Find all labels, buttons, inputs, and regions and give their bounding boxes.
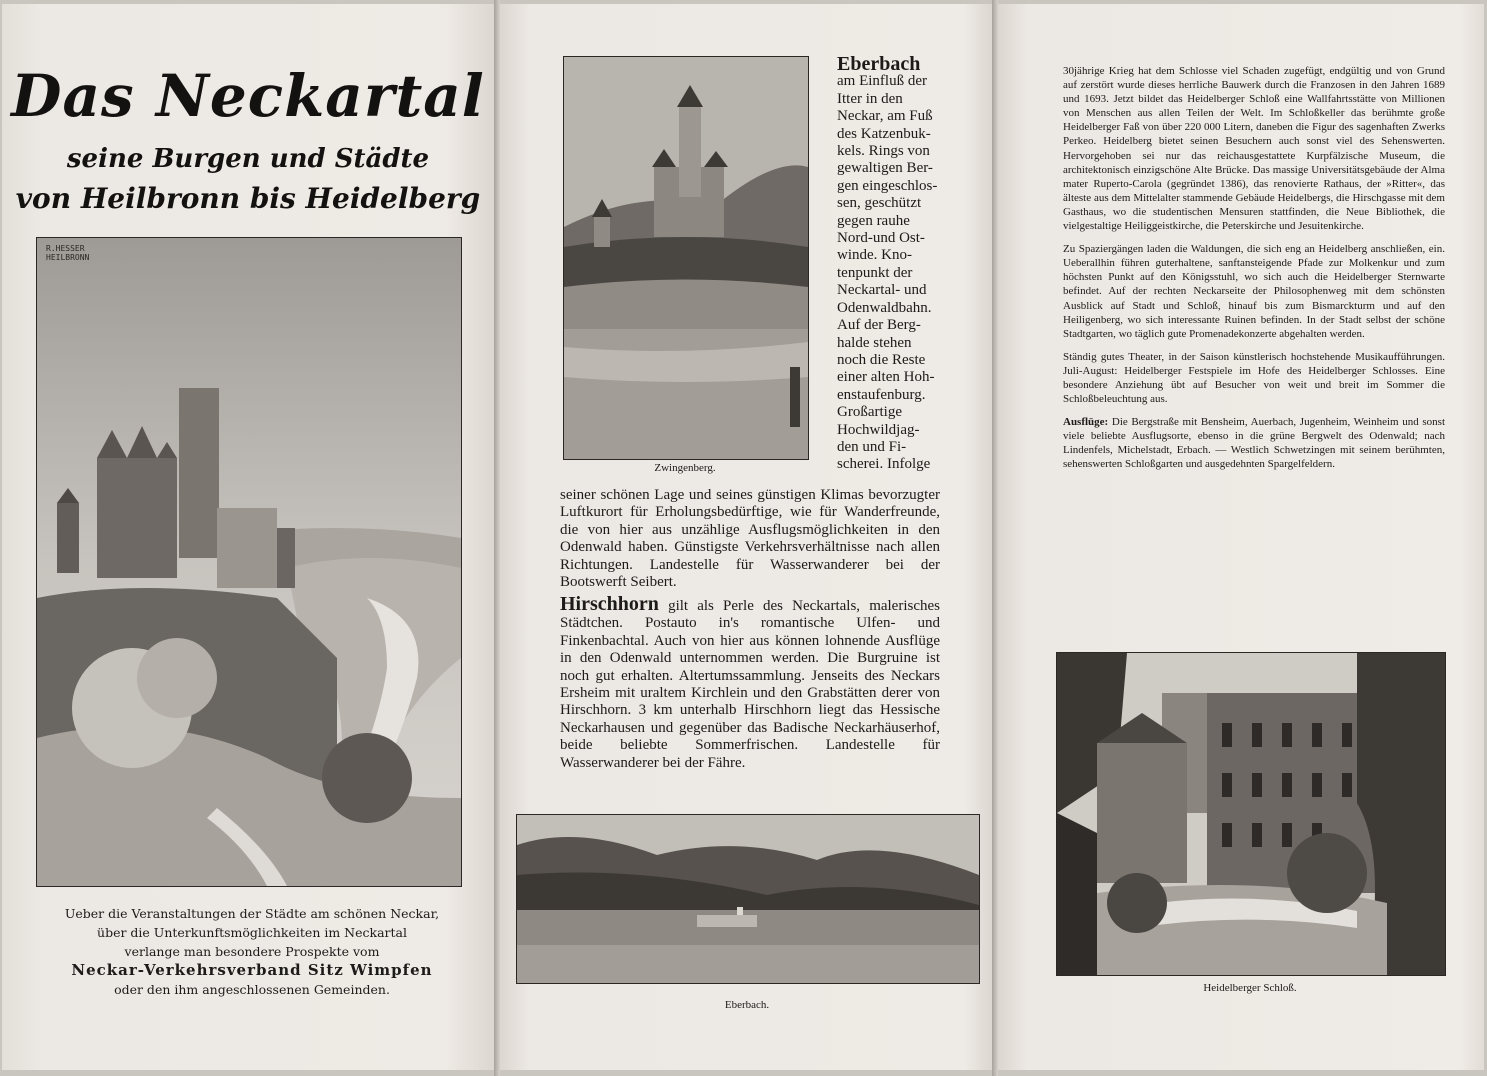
caption-line: über die Unterkunftsmöglichkeiten im Neckartal — [97, 925, 407, 940]
brochure-title: Das Neckartal — [11, 62, 485, 130]
eberbach-line: Großartige — [837, 404, 902, 421]
heidelberg-paragraph-walks: Zu Spaziergängen laden die Waldungen, die sich eng an Heidelberg anschließen, ein. Ueberallhin führen guterhaltene, sanftansteigende Pfade zur Molkenkur und zum höchsten Punkt auf den Königsstuhl, wo sich auch die Heidelberger Sternwarte befindet. Auf der rechten Neckarseite der Philosophenweg mit dem schönsten Ausblick auf Stadt und Schloß, hinauf bis zum Bismarckturm und auf den Heiligenberg, wo sich interessante Ruinen befinden. In der Stadt selbst der schöne Stadtgarten, wo täglich gute Promenadekonzerte abgehalten werden. — [1063, 243, 1445, 340]
eberbach-line: sen, geschützt — [837, 195, 922, 212]
eberbach-line: scherei. Infolge — [837, 456, 931, 473]
eberbach-line: halde stehen — [837, 334, 912, 351]
cover-painting-castle — [36, 237, 462, 887]
caption-line: Ueber die Veranstaltungen der Städte am schönen Neckar, — [64, 906, 440, 921]
eberbach-line: kels. Rings von — [837, 143, 930, 160]
caption-line: verlange man besondere Prospekte vom — [124, 944, 380, 959]
cover-caption — [32, 904, 472, 999]
eberbach-line: Auf der Berg- — [837, 317, 921, 334]
eberbach-town-image — [517, 815, 979, 983]
eberbach-line: tenpunkt der — [837, 264, 913, 281]
eberbach-line: gegen rauhe — [837, 212, 910, 229]
eberbach-line: Nord-und Ost- — [837, 230, 925, 247]
hirschhorn-section — [560, 593, 940, 772]
heidelberg-castle-image — [1057, 653, 1445, 975]
eberbach-line: winde. Kno- — [837, 247, 912, 264]
middle-panel — [500, 4, 994, 1070]
zwingenberg-caption: Zwingenberg. — [654, 462, 716, 474]
artist-signature — [46, 244, 89, 262]
heidelberg-paragraph-theater: Ständig gutes Theater, in der Saison künstlerisch hochstehende Musikaufführungen. Juli-August: Heidelberger Festspiele im Hofe des Heidelberger Schlosses. Eine besondere Anziehung übt auf Besucher von weit und breit im Sommer die Schloßbeleuchtung aus. — [1063, 350, 1445, 406]
brochure-subtitle-route: von Heilbronn bis Heidelberg — [15, 182, 481, 215]
eberbach-heading: Eberbach — [837, 53, 921, 75]
right-panel — [998, 4, 1484, 1070]
caption-line: oder den ihm angeschlossenen Gemeinden. — [114, 982, 390, 997]
brochure-subtitle: seine Burgen und Städte — [66, 144, 430, 174]
eberbach-town-photo — [516, 814, 980, 984]
excursions-text: Die Bergstraße mit Bensheim, Auerbach, Jugenheim, Weinheim und sonst viele beliebte Ausflugsorte, ebenso in die grüne Bergwelt des Odenwald; nach Lindenfels, Michelstadt, Erbach. — Westlich Schwetzingen mit seinem berühmten, sehenswerten Schloßgarten und ausgedehnten Spargelfeldern. — [1063, 416, 1446, 471]
signature-line: HEILBRONN — [46, 253, 90, 262]
heidelberg-paragraph-history: 30jährige Krieg hat dem Schlosse viel Schaden zugefügt, endgültig und von Grund auf zerstört wurde dieses herrliche Bauwerk durch die Franzosen in den Jahren 1689 und 1693. Jetzt bildet das Heidelberger Schloß eine Wallfahrtsstätte von Millionen von Menschen aus allen Teilen der Welt. Im Schloßkeller das berühmte große Heidelberger Faß von über 220 000 Litern, daneben die Figur des sagenhaften Zwerks Perkeo. Heidelberg bietet seinen Besuchern auch sonst viel des Sehenswerten. Hervorgehoben sei nur das reichausgestattete Kurpfälzische Museum, die architektonisch einzigschöne Alte Brücke. Das massige Universitätsgebäude der Alma mater Ruperto-Carola (gegründet 1386), das renovierte Rathaus, der »Ritter«, das älteste aus dem Mittelalter stammende Gebäude Heidelbergs, die Hirschgasse mit dem Gasthaus, wo die studentischen Mensuren stattfinden, die Neue Bibliothek, die vielgestaltige Heiliggeistkirche, die Peterskirche und Jesuitenkirche. — [1063, 65, 1445, 233]
eberbach-line: Odenwaldbahn. — [837, 299, 932, 316]
zwingenberg-photo — [563, 56, 809, 460]
eberbach-line: Neckartal- und — [837, 282, 927, 299]
eberbach-column — [837, 53, 947, 474]
eberbach-line: gen eingeschlos- — [837, 177, 938, 194]
excursions-label: Ausflüge: — [1063, 416, 1109, 429]
signature-line: R.HESSER — [46, 244, 85, 253]
hirschhorn-text: gilt als Perle des Neckartals, malerisches Städtchen. Postauto in's romantische Ulfen- und Finkenbachtal. Auch von hier aus können lohnende Ausflüge in den Odenwald unternommen werden. Die Burgruine ist noch gut erhalten. Altertumssammlung. Jenseits des Neckars Ersheim mit uraltem Kirchlein und den Grabstätten derer von Hirschhorn. 3 km unterhalb Hirschhorn liegt das Hessische Neckarhausen und gegenüber das Badische Neckarhäuserhof, beide beliebte Sommerfrischen. Landestelle für Wasserwanderer bei der Fähre. — [560, 598, 940, 771]
eberbach-line: Neckar, am Fuß — [837, 108, 933, 125]
caption-organization: Neckar-Verkehrsverband Sitz Wimpfen — [71, 961, 433, 979]
heidelberg-text — [1063, 64, 1445, 481]
eberbach-continuation: seiner schönen Lage und seines günstigen Klimas bevorzugter Luftkurort für Erholungsbedürftige, wie für Wanderfreunde, die von hier aus unzählige Ausflugsmöglichkeiten in den Odenwald haben. Günstigste Verkehrsverhältnisse nach allen Richtungen. Landestelle für Wasserwanderer bei der Bootswerft Seibert. — [560, 487, 940, 591]
eberbach-line: den und Fi- — [837, 438, 907, 455]
eberbach-line: Hochwildjag- — [837, 421, 920, 438]
eberbach-line: einer alten Hoh- — [837, 369, 935, 386]
eberbach-line: enstaufenburg. — [837, 386, 926, 403]
heidelberg-castle-photo — [1056, 652, 1446, 976]
excursions-paragraph — [1063, 415, 1445, 471]
eberbach-photo-caption: Eberbach. — [724, 999, 770, 1011]
eberbach-line: gewaltigen Ber- — [837, 160, 933, 177]
zwingenberg-castle-image — [564, 57, 808, 459]
eberbach-line: am Einfluß der — [837, 73, 927, 90]
hirschhorn-heading: Hirschhorn — [560, 593, 659, 615]
heidelberg-photo-caption: Heidelberger Schloß. — [1203, 982, 1297, 994]
cover-panel — [2, 4, 494, 1070]
eberbach-line: noch die Reste — [837, 351, 926, 368]
castle-illustration — [37, 238, 461, 886]
eberbach-line: des Katzenbuk- — [837, 125, 931, 142]
eberbach-line: Itter in den — [837, 90, 903, 107]
